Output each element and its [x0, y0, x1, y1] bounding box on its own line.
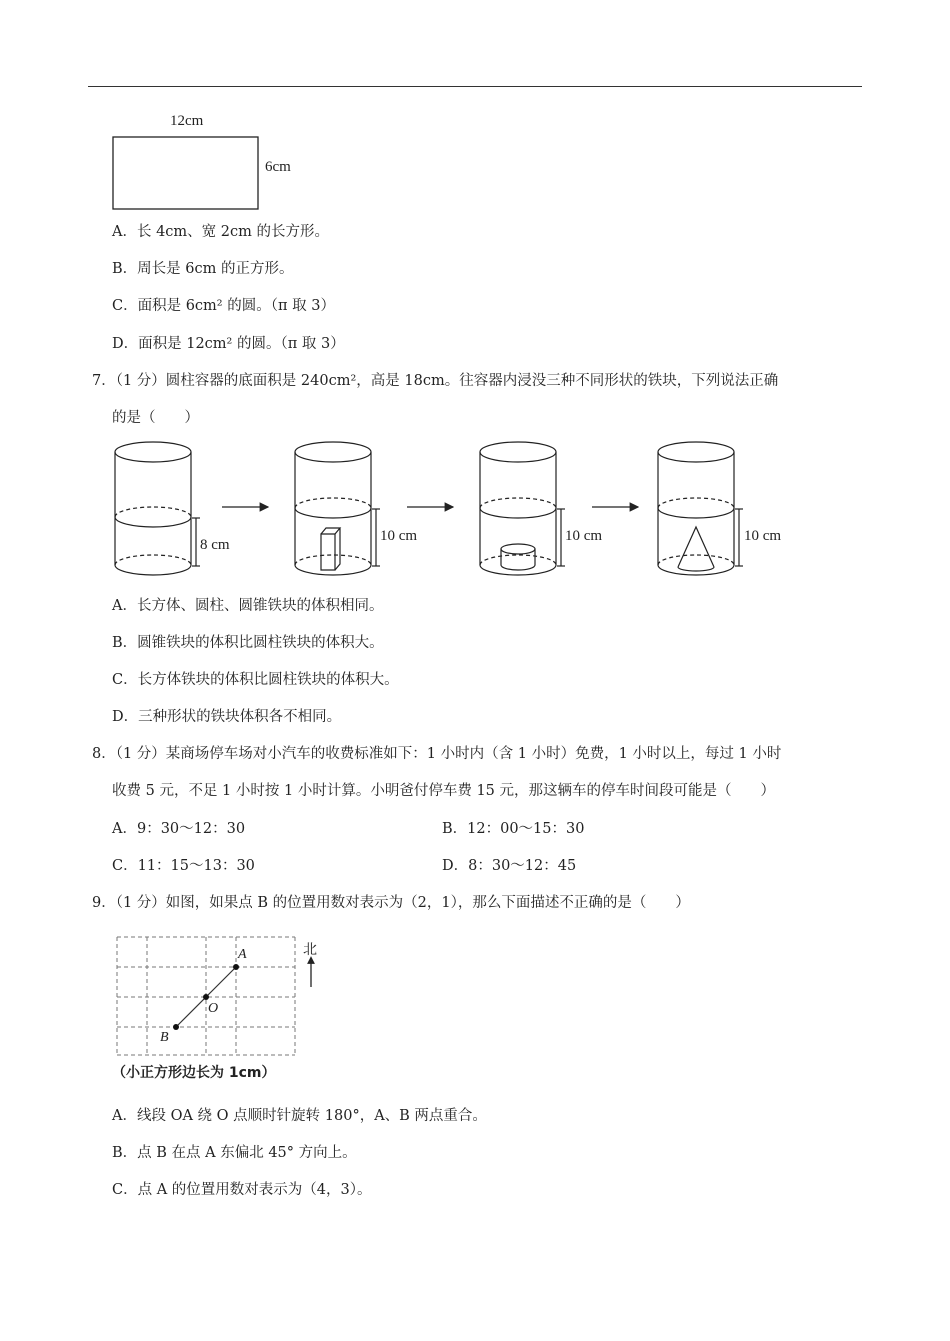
q8-option-d: D．8：30～12：45	[442, 858, 577, 874]
q7-option-a: A．长方体、圆柱、圆锥铁块的体积相同。	[112, 598, 384, 614]
cylinder-2-height: 10 cm	[380, 528, 418, 544]
q9-option-b: B．点 B 在点 A 东偏北 45° 方向上。	[112, 1145, 357, 1161]
q7-stem-line2: 的是（ ）	[112, 410, 199, 426]
q6-option-a: A．长 4cm、宽 2cm 的长方形。	[112, 224, 329, 240]
cylinder-3-height: 10 cm	[565, 528, 603, 544]
north-label: 北	[303, 943, 317, 958]
cylinder-4	[658, 442, 743, 575]
point-a	[233, 964, 239, 970]
q8-stem-line1: 8．（1 分）某商场停车场对小汽车的收费标准如下：1 小时内（含 1 小时）免费，1 小时以上，每过 1 小时	[92, 746, 782, 762]
q8-option-b: B．12：00～15：30	[442, 821, 585, 837]
header-rule	[88, 86, 862, 87]
q7-option-d: D．三种形状的铁块体积各不相同。	[112, 709, 342, 725]
point-b	[173, 1024, 179, 1030]
q6-option-d: D．面积是 12cm² 的圆。（π 取 3）	[112, 336, 345, 352]
cylinder-1	[115, 442, 200, 575]
point-o	[203, 994, 209, 1000]
q7-option-c: C．长方体铁块的体积比圆柱铁块的体积大。	[112, 672, 399, 688]
q8-option-c: C．11：15～13：30	[112, 858, 255, 874]
cylinder-2	[295, 442, 380, 575]
q9-option-a: A．线段 OA 绕 O 点顺时针旋转 180°，A、B 两点重合。	[112, 1108, 487, 1124]
grid-caption: （小正方形边长为 1cm）	[112, 1065, 276, 1081]
q6-option-c: C．面积是 6cm² 的圆。（π 取 3）	[112, 298, 335, 314]
q9-option-c: C．点 A 的位置用数对表示为（4，3）。	[112, 1182, 372, 1198]
grid-label-o: O	[208, 1001, 219, 1016]
grid-label-b: B	[160, 1030, 169, 1045]
q7-option-b: B．圆锥铁块的体积比圆柱铁块的体积大。	[112, 635, 384, 651]
q7-stem-line1: 7．（1 分）圆柱容器的底面积是 240cm²，高是 18cm。往容器内浸没三种不同形状的铁块，下列说法正确	[92, 373, 779, 389]
q6-option-b: B．周长是 6cm 的正方形。	[112, 261, 294, 277]
q8-option-a: A．9：30～12：30	[112, 821, 246, 837]
rectangle-figure	[112, 136, 260, 212]
grid-figure	[115, 935, 335, 1060]
q8-stem-line2: 收费 5 元，不足 1 小时按 1 小时计算。小明爸付停车费 15 元，那这辆车的停车时间段可能是（ ）	[112, 783, 775, 799]
rect-height-label: 6cm	[265, 159, 291, 175]
cylinder-3	[480, 442, 565, 575]
q9-stem: 9．（1 分）如图，如果点 B 的位置用数对表示为（2，1），那么下面描述不正确的是（ ）	[92, 895, 690, 911]
rect-width-label: 12cm	[170, 113, 204, 129]
grid-label-a: A	[238, 947, 247, 962]
cylinder-4-height: 10 cm	[744, 528, 782, 544]
cylinders-figure	[110, 440, 810, 585]
cylinder-1-height: 8 cm	[200, 537, 230, 553]
